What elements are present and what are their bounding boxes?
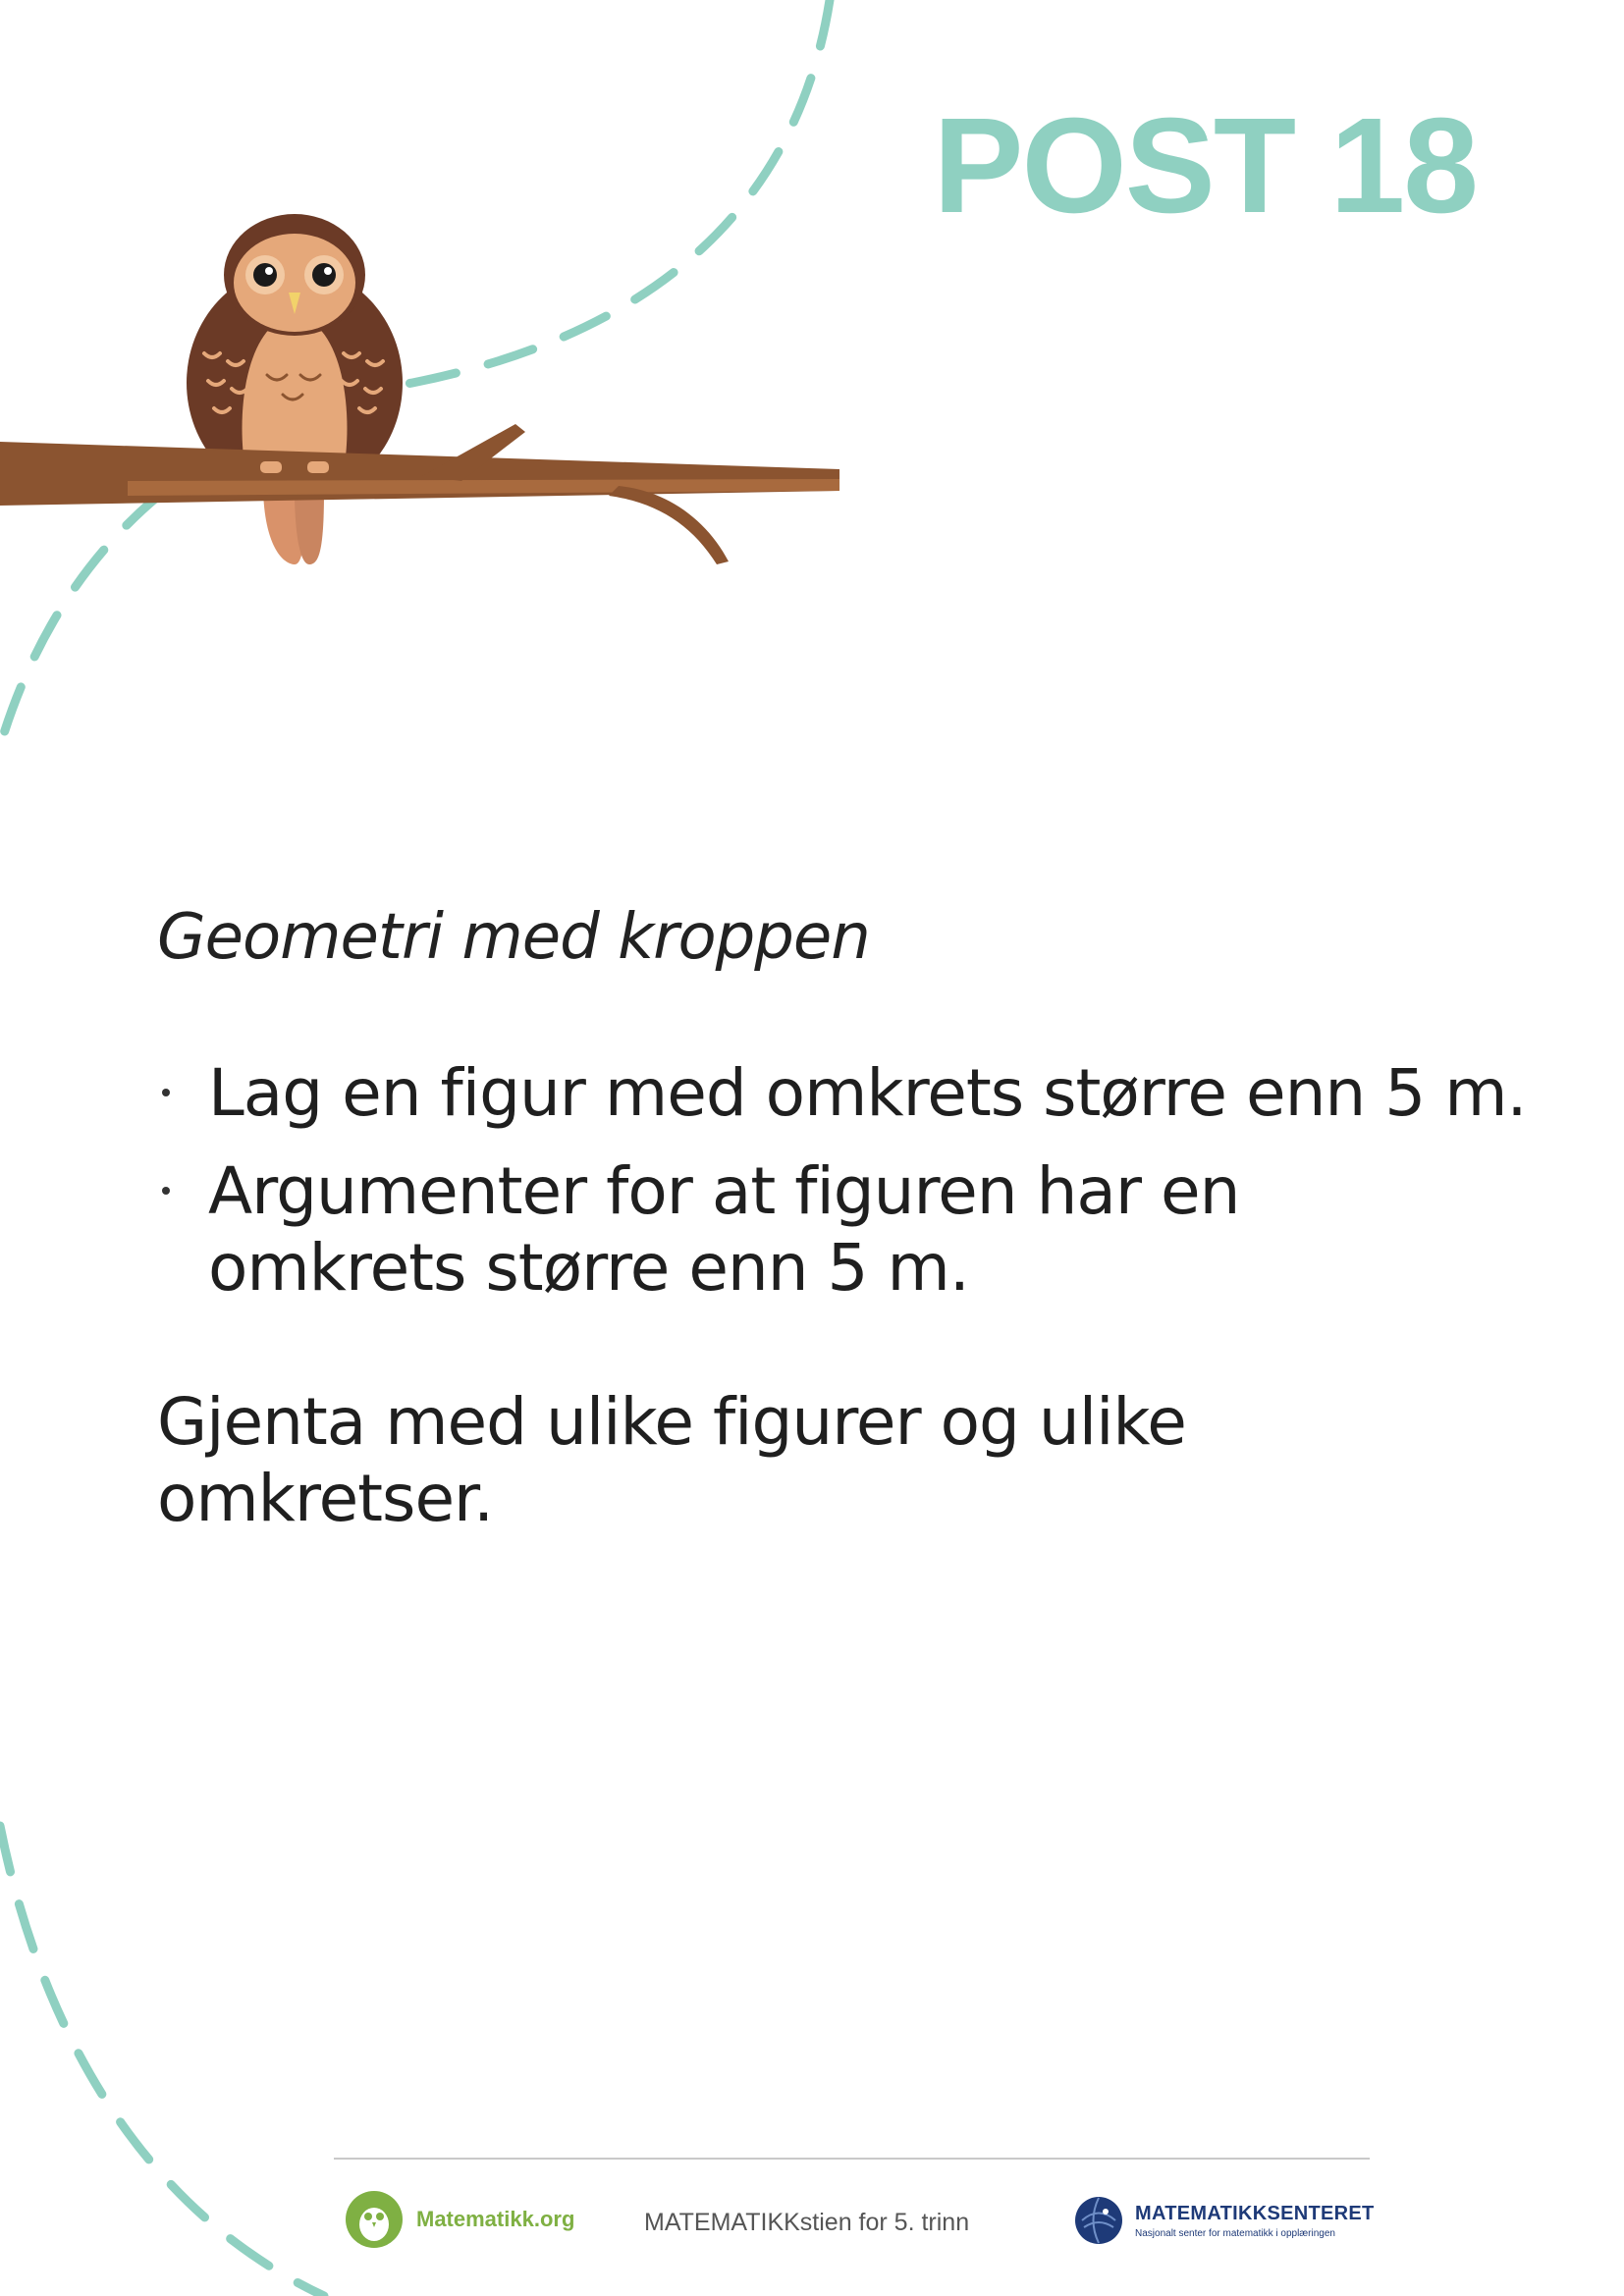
instruction-list	[157, 1055, 1532, 1328]
matematikksenteret-logo[interactable]	[1074, 2196, 1375, 2245]
post-title: POST 18	[933, 90, 1477, 241]
footer-divider	[334, 2158, 1370, 2160]
dashed-path-bottom	[0, 1826, 324, 2296]
list-item	[157, 1153, 1337, 1307]
footer-title: MATEMATIKKstien for 5. trinn	[644, 2209, 970, 2236]
list-item-text: Argumenter for at figuren har en omkrets større enn 5 m.	[208, 1153, 1240, 1306]
matematikk-org-logo[interactable]	[344, 2189, 574, 2250]
branch-illustration	[0, 424, 839, 564]
bullet-dot-icon	[162, 1089, 170, 1096]
globe-logo-icon	[1074, 2196, 1123, 2245]
owl-illustration	[187, 214, 403, 564]
dashed-path-top	[0, 0, 830, 746]
owl-logo-icon	[344, 2189, 405, 2250]
logo-name: MATEMATIKKSENTERET	[1135, 2202, 1375, 2224]
logo-tagline: Nasjonalt senter for matematikk i opplæringen	[1135, 2227, 1335, 2239]
list-item	[157, 1055, 1532, 1132]
bullet-dot-icon	[162, 1187, 170, 1195]
repeat-instruction: Gjenta med ulike figurer og ulike omkretser.	[157, 1384, 1186, 1536]
activity-subtitle: Geometri med kroppen	[157, 901, 870, 974]
logo-text: Matematikk.org	[416, 2207, 575, 2231]
list-item-text: Lag en figur med omkrets større enn 5 m.	[208, 1055, 1527, 1131]
